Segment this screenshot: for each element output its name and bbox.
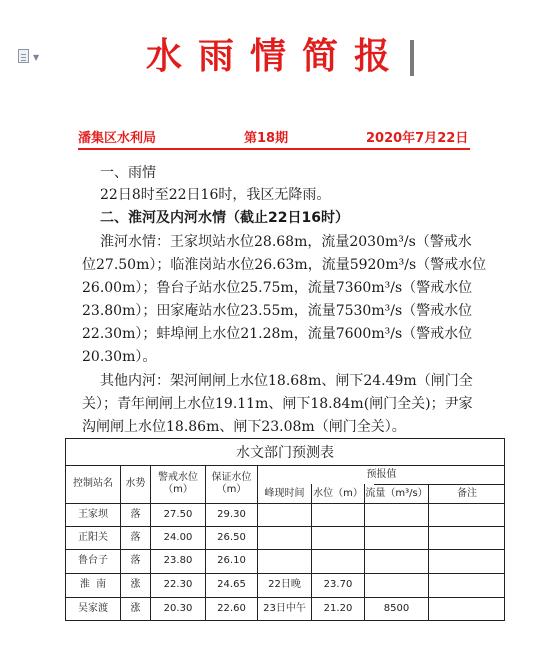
- col-header-trend: 水势: [125, 478, 146, 489]
- issue-number: 第18期: [244, 131, 289, 146]
- huaihe-line: 位27.50m）；临淮岗站水位26.63m，流量5920m³/s（警戒水位: [82, 257, 487, 273]
- table-caption: 水文部门预测表: [236, 445, 334, 461]
- cell-warning: 27.50: [163, 508, 193, 520]
- col-header-guarantee: 保证水位（m）: [211, 472, 252, 495]
- cell-trend: 落: [130, 555, 141, 566]
- cell-guarantee: 26.10: [217, 555, 246, 566]
- cell-peak-time: 23日中午: [263, 603, 306, 614]
- inner-river-line: 关）；青年闸闸上水位19.11m、闸下18.84m(闸门全关)；尹家: [82, 396, 473, 412]
- cell-station: 吴家渡: [78, 603, 108, 614]
- col-header-warning: 警戒水位（m）: [158, 472, 198, 495]
- cell-flow: 8500: [383, 603, 410, 614]
- inner-river-line: 沟闸闸上水位18.86m、闸下23.08m（闸门全关）。: [82, 419, 406, 435]
- huaihe-line: 23.80m）；田家庵站水位23.55m，流量7530m³/s（警戒水位: [82, 303, 473, 319]
- issuing-org: 潘集区水利局: [78, 131, 157, 146]
- huaihe-line: 20.30m）。: [82, 349, 157, 365]
- col-header-forecast: 预报值: [366, 468, 397, 480]
- cell-station: 淮 南: [79, 579, 107, 590]
- cell-warning: 22.30: [163, 579, 193, 590]
- huaihe-line: 26.00m）；鲁台子站水位25.75m，流量7360m³/s（警戒水位: [82, 280, 473, 296]
- report-title: 水雨情简报: [145, 36, 406, 77]
- col-header-flow: 流量（m³/s）: [365, 487, 428, 499]
- cell-peak-time: 22日晚: [268, 579, 301, 590]
- chevron-down-icon: ▼: [33, 53, 40, 62]
- cell-station: 鲁台子: [78, 555, 108, 566]
- forecast-table: [65, 438, 505, 621]
- rain-heading: 一、雨情: [100, 165, 156, 181]
- text-cursor: [410, 40, 414, 76]
- cell-trend: 落: [130, 508, 141, 520]
- huaihe-line: 22.30m）；蚌埠闸上水位21.28m，流量7600m³/s（警戒水位: [82, 326, 473, 342]
- cell-warning: 23.80: [163, 555, 193, 566]
- huaihe-line: 淮河水情：王家坝站水位28.68m，流量2030m³/s（警戒水: [100, 234, 472, 250]
- cell-station: 正阳关: [78, 531, 108, 543]
- issue-date: 2020年7月22日: [366, 131, 469, 146]
- col-header-note: 备注: [457, 487, 477, 499]
- col-header-peak-time: 峰现时间: [264, 487, 305, 499]
- cell-station: 王家坝: [78, 508, 108, 520]
- water-heading: 二、淮河及内河水情（截止22日16时）: [100, 210, 349, 226]
- col-header-station: 控制站名: [73, 478, 113, 489]
- cell-level: 21.20: [323, 603, 353, 614]
- inner-river-line: 其他内河：架河闸闸上水位18.68m、闸下24.49m（闸门全: [100, 373, 473, 389]
- cell-guarantee: 29.30: [217, 508, 246, 520]
- cell-trend: 涨: [130, 603, 141, 614]
- header-divider: [78, 148, 470, 150]
- cell-guarantee: 22.60: [217, 603, 246, 614]
- cell-guarantee: 26.50: [217, 531, 246, 543]
- rain-text: 22日8时至22日16时，我区无降雨。: [100, 187, 331, 203]
- cell-guarantee: 24.65: [217, 579, 246, 590]
- cell-level: 23.70: [323, 579, 353, 590]
- cell-trend: 涨: [130, 579, 141, 590]
- col-header-level: 水位（m）: [313, 487, 363, 499]
- cell-warning: 24.00: [163, 531, 193, 543]
- cell-warning: 20.30: [163, 603, 193, 614]
- cell-trend: 落: [130, 531, 141, 543]
